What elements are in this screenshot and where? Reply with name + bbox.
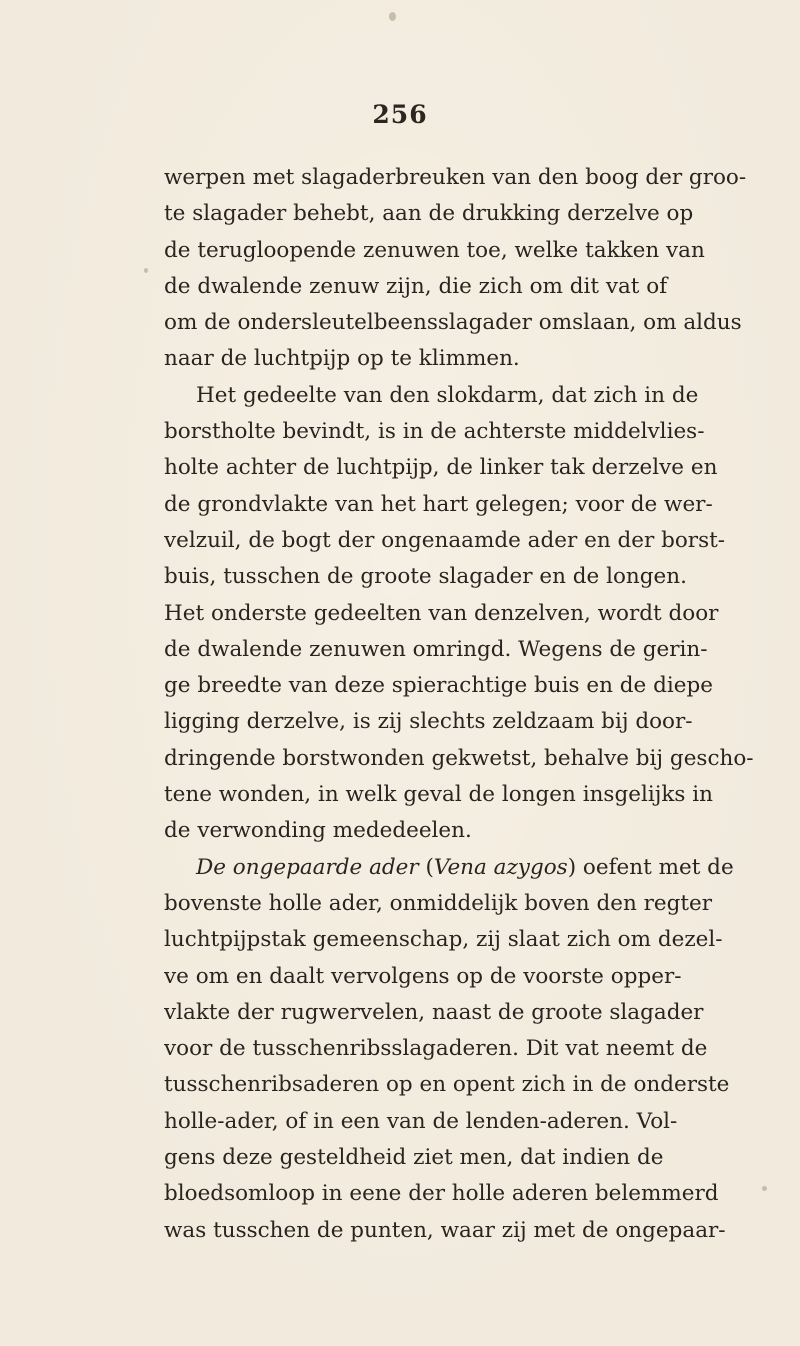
term-italic: De ongepaarde ader [196,854,419,880]
text-line: ligging derzelve, is zij slechts zeldzaam bij door- [164,709,693,735]
text-line: borstholte bevindt, is in de achterste middelvlies- [164,419,705,445]
text-line: voor de tusschenribsslagaderen. Dit vat neemt de [164,1036,708,1062]
text-line: de terugloopende zenuwen toe, welke takken van [164,237,705,263]
text-line: de verwonding mededeelen. [164,818,472,844]
paper-speck [762,1186,767,1191]
text-line: gens deze gesteldheid ziet men, dat indien de [164,1145,664,1171]
latin-name-italic: Vena azygos [433,854,568,880]
text-line: bloedsomloop in eene der holle aderen belemmerd [164,1181,719,1207]
text-line: de grondvlakte van het hart gelegen; voor de wer- [164,491,713,517]
text-line: Het onderste gedeelten van denzelven, wordt door [164,600,719,626]
text-line: ge breedte van deze spierachtige buis en de diepe [164,673,713,699]
paragraph-start-line: Het gedeelte van den slokdarm, dat zich in de [196,382,699,408]
text-line: ve om en daalt vervolgens op de voorste opper- [164,963,682,989]
paper-speck [389,12,396,21]
text-line: vlakte der rugwervelen, naast de groote slagader [164,999,704,1025]
text-line: dringende borstwonden gekwetst, behalve bij gescho- [164,745,754,771]
text-span: ) oefent met de [567,854,734,880]
body-text [164,160,794,1249]
text-line: was tusschen de punten, waar zij met de ongepaar- [164,1217,726,1243]
text-line: luchtpijpstak gemeenschap, zij slaat zich om dezel- [164,927,723,953]
text-line: te slagader behebt, aan de drukking derzelve op [164,201,694,227]
text-line: holle-ader, of in een van de lenden-aderen. Vol- [164,1108,678,1134]
paragraph-start-line [164,850,794,886]
text-span: ( [418,854,434,880]
text-line: bovenste holle ader, onmiddelijk boven den regter [164,890,713,916]
text-line: om de ondersleutelbeensslagader omslaan, om aldus [164,310,742,336]
text-line: tusschenribsaderen op en opent zich in de onderste [164,1072,730,1098]
text-line: tene wonden, in welk geval de longen insgelijks in [164,782,713,808]
text-line: holte achter de luchtpijp, de linker tak derzelve en [164,455,718,481]
text-line: de dwalende zenuwen omringd. Wegens de gerin- [164,636,708,662]
text-line: velzuil, de bogt der ongenaamde ader en der borst- [164,527,726,553]
text-line: werpen met slagaderbreuken van den boog der groo- [164,165,747,190]
paper-speck [144,268,148,273]
text-line: de dwalende zenuw zijn, die zich om dit vat of [164,273,668,299]
text-line: naar de luchtpijp op te klimmen. [164,346,520,372]
page-number: 256 [372,100,428,129]
text-line: buis, tusschen de groote slagader en de longen. [164,564,687,590]
